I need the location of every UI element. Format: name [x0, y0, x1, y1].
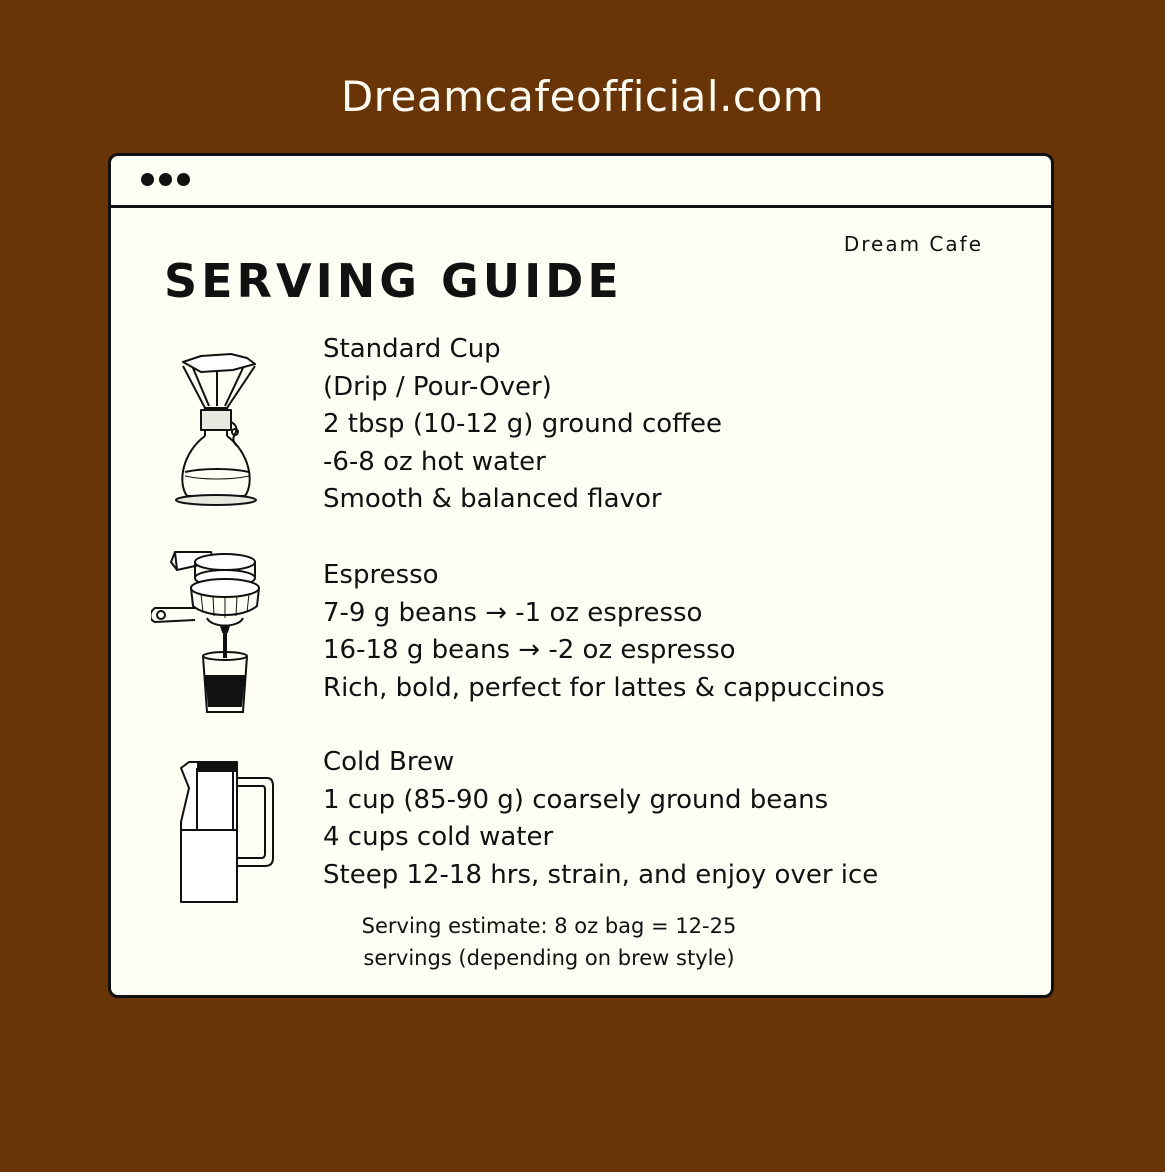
standard-cup-line: Smooth & balanced flavor [323, 484, 662, 515]
standard-cup-line: (Drip / Pour-Over) [323, 371, 552, 402]
serving-estimate-line: servings (depending on brew style) [363, 946, 735, 970]
standard-cup-line: 2 tbsp (10-12 g) ground coffee [323, 409, 723, 440]
window-titlebar [111, 156, 1051, 208]
cold-brew-title: Cold Brew [323, 747, 455, 777]
browser-window [108, 153, 1054, 998]
espresso-section [323, 557, 885, 707]
standard-cup-section [323, 331, 722, 519]
espresso-machine-icon [151, 548, 261, 718]
standard-cup-line: -6-8 oz hot water [323, 446, 546, 477]
window-dot-icon[interactable] [141, 173, 154, 186]
window-controls [141, 173, 190, 186]
espresso-title: Espresso [323, 560, 439, 590]
cold-brew-line: Steep 12-18 hrs, strain, and enjoy over ice [323, 859, 879, 890]
brand-label: Dream Cafe [843, 232, 983, 256]
cold-brew-line: 4 cups cold water [323, 822, 554, 853]
chemex-pour-over-icon [173, 352, 263, 507]
espresso-line: Rich, bold, perfect for lattes & cappuccinos [323, 672, 885, 703]
cold-brew-pitcher-icon [177, 758, 277, 906]
serving-estimate-line: Serving estimate: 8 oz bag = 12-25 [361, 914, 737, 938]
serving-estimate-note [311, 910, 787, 974]
standard-cup-title: Standard Cup [323, 334, 501, 364]
page-title: SERVING GUIDE [164, 254, 623, 308]
cold-brew-section [323, 744, 878, 894]
espresso-line: 7-9 g beans → -1 oz espresso [323, 597, 703, 628]
window-dot-icon[interactable] [177, 173, 190, 186]
site-url: Dreamcafeofficial.com [340, 72, 825, 121]
cold-brew-line: 1 cup (85-90 g) coarsely ground beans [323, 784, 829, 815]
window-dot-icon[interactable] [159, 173, 172, 186]
espresso-line: 16-18 g beans → -2 oz espresso [323, 635, 736, 666]
